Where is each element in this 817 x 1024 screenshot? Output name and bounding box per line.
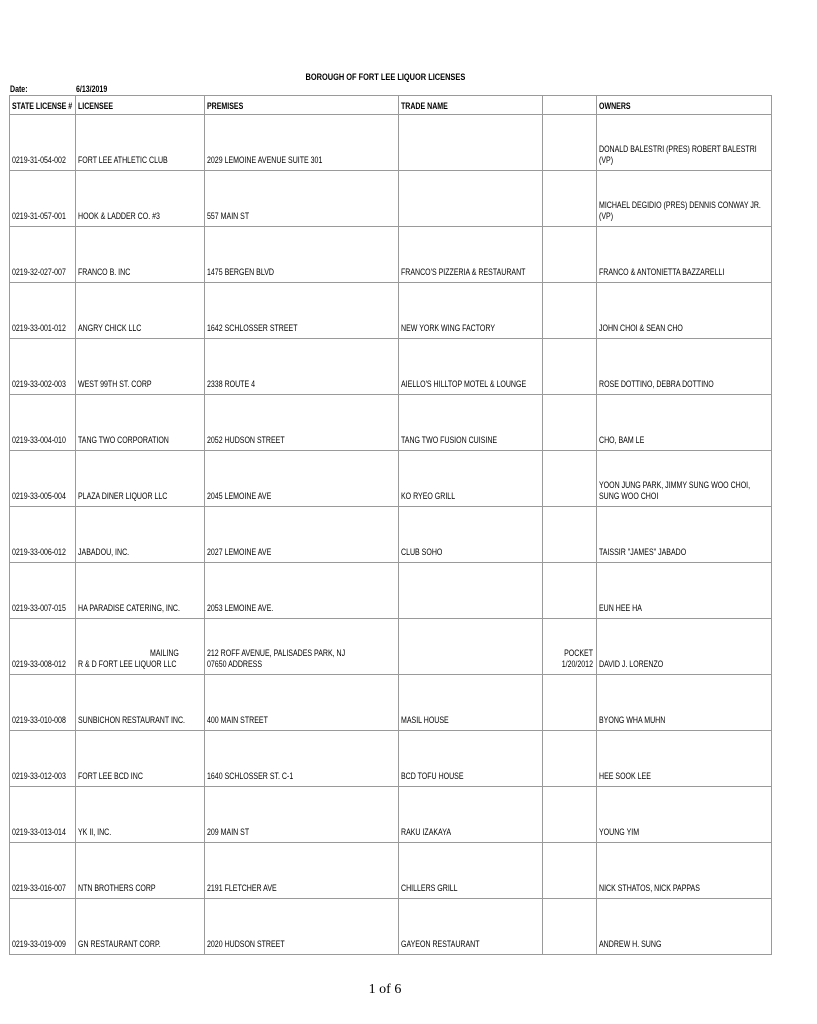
cell-trade-name: BCD TOFU HOUSE [399,731,543,787]
cell-licensee: YK II, INC. [76,787,205,843]
cell-premises: 557 MAIN ST [205,171,399,227]
cell-licensee: PLAZA DINER LIQUOR LLC [76,451,205,507]
cell-owners: FRANCO & ANTONIETTA BAZZARELLI [597,227,772,283]
cell-state-license: 0219-33-008-012 [10,619,76,675]
cell-pocket [543,675,597,731]
table-row [10,563,772,619]
cell-owners: DONALD BALESTRI (PRES) ROBERT BALESTRI (VP) [597,115,772,171]
cell-state-license: 0219-31-054-002 [10,115,76,171]
cell-pocket [543,731,597,787]
cell-premises: 1642 SCHLOSSER STREET [205,283,399,339]
col-header-state-license: STATE LICENSE # [10,96,76,115]
cell-pocket: POCKET 1/20/2012 [543,619,597,675]
table-row [10,787,772,843]
cell-state-license: 0219-33-007-015 [10,563,76,619]
cell-pocket [543,115,597,171]
cell-state-license: 0219-33-004-010 [10,395,76,451]
cell-state-license: 0219-31-057-001 [10,171,76,227]
cell-pocket [543,451,597,507]
date-value: 6/13/2019 [76,84,108,94]
cell-owners: ROSE DOTTINO, DEBRA DOTTINO [597,339,772,395]
cell-owners: EUN HEE HA [597,563,772,619]
cell-owners: JOHN CHOI & SEAN CHO [597,283,772,339]
cell-trade-name [399,619,543,675]
col-header-licensee: LICENSEE [76,96,205,115]
cell-state-license: 0219-33-002-003 [10,339,76,395]
table-row [10,619,772,675]
cell-owners: NICK STHATOS, NICK PAPPAS [597,843,772,899]
cell-state-license: 0219-33-019-009 [10,899,76,955]
cell-pocket [543,171,597,227]
cell-pocket [543,787,597,843]
cell-premises: 2029 LEMOINE AVENUE SUITE 301 [205,115,399,171]
page-title: BOROUGH OF FORT LEE LIQUOR LICENSES [305,72,465,83]
cell-premises: 2191 FLETCHER AVE [205,843,399,899]
table-row [10,395,772,451]
cell-trade-name: CLUB SOHO [399,507,543,563]
cell-trade-name: CHILLERS GRILL [399,843,543,899]
cell-premises: 2052 HUDSON STREET [205,395,399,451]
cell-state-license: 0219-33-006-012 [10,507,76,563]
cell-trade-name: FRANCO'S PIZZERIA & RESTAURANT [399,227,543,283]
cell-owners: ANDREW H. SUNG [597,899,772,955]
cell-trade-name [399,563,543,619]
cell-owners: MICHAEL DEGIDIO (PRES) DENNIS CONWAY JR. (VP) [597,171,772,227]
cell-pocket [543,339,597,395]
cell-licensee: FORT LEE ATHLETIC CLUB [76,115,205,171]
cell-state-license: 0219-33-005-004 [10,451,76,507]
cell-licensee: WEST 99TH ST. CORP [76,339,205,395]
cell-pocket [543,227,597,283]
cell-pocket [543,563,597,619]
cell-trade-name: TANG TWO FUSION CUISINE [399,395,543,451]
mailing-note: MAILING [150,648,179,658]
cell-licensee: FORT LEE BCD INC [76,731,205,787]
table-row [10,843,772,899]
cell-premises: MAILING 212 ROFF AVENUE, PALISADES PARK, NJ 07650 ADDRESS [205,619,399,675]
cell-trade-name [399,171,543,227]
cell-owners: CHO, BAM LE [597,395,772,451]
col-header-blank [543,96,597,115]
table-row [10,507,772,563]
cell-pocket [543,899,597,955]
cell-licensee: JABADOU, INC. [76,507,205,563]
cell-owners: BYONG WHA MUHN [597,675,772,731]
cell-premises: 1475 BERGEN BLVD [205,227,399,283]
cell-premises: 2027 LEMOINE AVE [205,507,399,563]
cell-state-license: 0219-33-012-003 [10,731,76,787]
cell-trade-name: MASIL HOUSE [399,675,543,731]
cell-state-license: 0219-33-010-008 [10,675,76,731]
table-row [10,731,772,787]
cell-licensee: GN RESTAURANT CORP. [76,899,205,955]
cell-premises: 2338 ROUTE 4 [205,339,399,395]
cell-licensee: HA PARADISE CATERING, INC. [76,563,205,619]
cell-state-license: 0219-33-013-014 [10,787,76,843]
cell-premises: 400 MAIN STREET [205,675,399,731]
cell-owners: TAISSIR "JAMES" JABADO [597,507,772,563]
cell-pocket [543,395,597,451]
cell-pocket [543,843,597,899]
cell-licensee: FRANCO B. INC [76,227,205,283]
cell-owners: YOON JUNG PARK, JIMMY SUNG WOO CHOI, SUNG WOO CHOI [597,451,772,507]
cell-trade-name: GAYEON RESTAURANT [399,899,543,955]
licenses-table [9,95,772,955]
col-header-trade-name: TRADE NAME [399,96,543,115]
cell-state-license: 0219-32-027-007 [10,227,76,283]
cell-licensee: R & D FORT LEE LIQUOR LLC [76,619,205,675]
cell-owners: HEE SOOK LEE [597,731,772,787]
cell-premises: 2045 LEMOINE AVE [205,451,399,507]
table-header-row [10,96,772,115]
table-row [10,899,772,955]
cell-premises: 209 MAIN ST [205,787,399,843]
col-header-premises: PREMISES [205,96,399,115]
cell-pocket [543,283,597,339]
cell-licensee: NTN BROTHERS CORP [76,843,205,899]
cell-state-license: 0219-33-016-007 [10,843,76,899]
table-row [10,283,772,339]
cell-trade-name: AIELLO'S HILLTOP MOTEL & LOUNGE [399,339,543,395]
cell-premises: 2020 HUDSON STREET [205,899,399,955]
cell-licensee: SUNBICHON RESTAURANT INC. [76,675,205,731]
date-row [10,84,760,95]
date-label: Date: [10,84,28,94]
table-row [10,675,772,731]
cell-trade-name: NEW YORK WING FACTORY [399,283,543,339]
cell-premises: 1640 SCHLOSSER ST. C-1 [205,731,399,787]
cell-pocket [543,507,597,563]
cell-trade-name [399,115,543,171]
cell-owners: DAVID J. LORENZO [597,619,772,675]
cell-state-license: 0219-33-001-012 [10,283,76,339]
table-row [10,171,772,227]
cell-licensee: ANGRY CHICK LLC [76,283,205,339]
cell-licensee: HOOK & LADDER CO. #3 [76,171,205,227]
cell-trade-name: KO RYEO GRILL [399,451,543,507]
table-row [10,339,772,395]
table-row [10,451,772,507]
cell-licensee: TANG TWO CORPORATION [76,395,205,451]
table-row [10,227,772,283]
col-header-owners: OWNERS [597,96,772,115]
table-row [10,115,772,171]
cell-owners: YOUNG YIM [597,787,772,843]
cell-premises: 2053 LEMOINE AVE. [205,563,399,619]
page-number: 1 of 6 [368,982,402,997]
cell-trade-name: RAKU IZAKAYA [399,787,543,843]
